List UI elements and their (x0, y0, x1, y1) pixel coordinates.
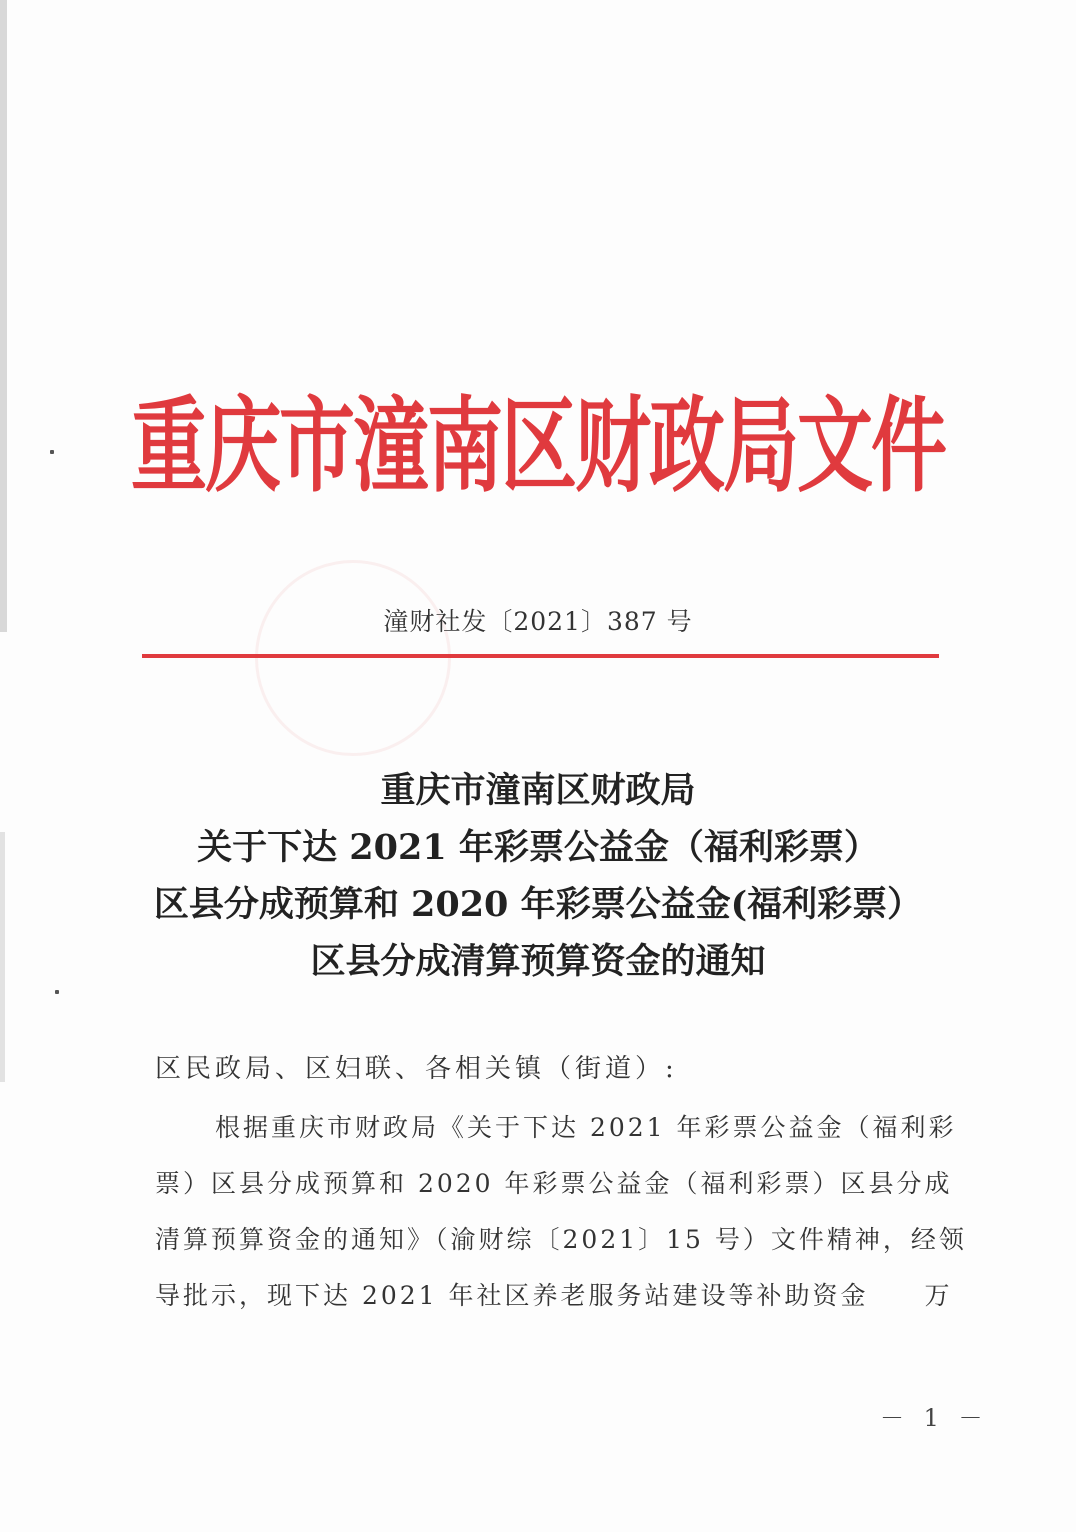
notice-title (0, 762, 1076, 990)
notice-title-line: 区县分成预算和 2020 年彩票公益金(福利彩票） (153, 884, 923, 925)
document-number: 潼财社发〔2021〕387 号 (383, 607, 693, 636)
body-line: 清算预算资金的通知》（渝财综〔2021〕15 号）文件精神，经领 (155, 1225, 967, 1254)
notice-title-line: 区县分成清算预算资金的通知 (310, 941, 766, 982)
recipients-line: 区民政局、区妇联、各相关镇（街道）: (155, 1054, 678, 1084)
notice-title-line: 重庆市潼南区财政局 (380, 770, 696, 811)
red-separator-line (142, 654, 939, 658)
page-number: － 1 － (880, 1404, 989, 1432)
faint-seal-stamp (255, 560, 451, 756)
notice-title-line: 关于下达 2021 年彩票公益金（福利彩票） (197, 827, 879, 868)
scan-edge-top (0, 0, 7, 632)
scan-speck (55, 990, 59, 994)
document-header-title: 重庆市潼南区财政局文件 (131, 385, 945, 506)
body-line: 导批示，现下达 2021 年社区养老服务站建设等补助资金 万 (155, 1281, 953, 1310)
body-line: 根据重庆市财政局《关于下达 2021 年彩票公益金（福利彩 (215, 1113, 957, 1142)
body-paragraph (155, 1100, 967, 1324)
body-line: 票）区县分成预算和 2020 年彩票公益金（福利彩票）区县分成 (155, 1169, 953, 1198)
